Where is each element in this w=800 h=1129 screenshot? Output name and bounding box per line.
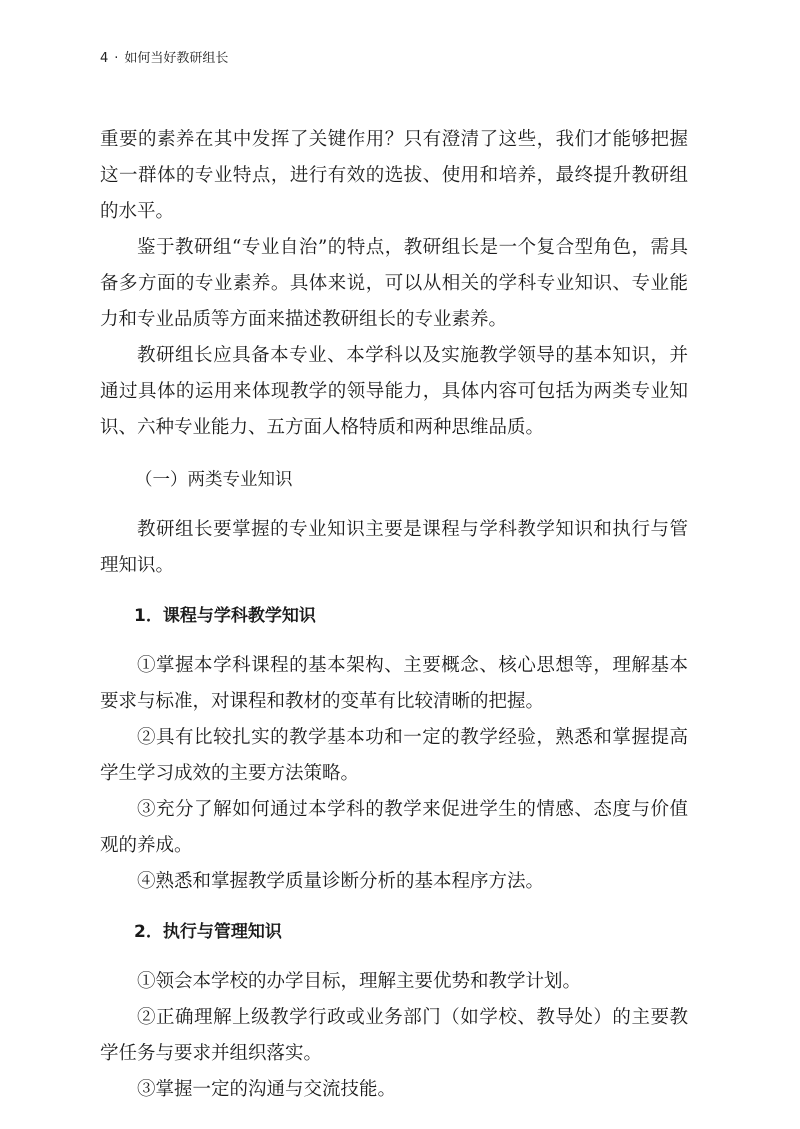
subsection-heading: 1．课程与学科教学知识 <box>134 606 316 626</box>
paragraph-continued: 重要的素养在其中发挥了关键作用？只有澄清了这些，我们才能够把握这一群体的专业特点，进行有效的选拔、使用和培养，最终提升教研组的水平。 <box>100 129 688 222</box>
list-item: ①领会本学校的办学目标，理解主要优势和教学计划。 <box>137 971 582 992</box>
page-body <box>100 122 688 1108</box>
running-head <box>100 50 228 68</box>
paragraph: 教研组长应具备本专业、本学科以及实施教学领导的基本知识，并通过具体的运用来体现教学的领导能力，具体内容可包括为两类专业知识、六种专业能力、五方面人格特质和两种思维品质。 <box>100 345 688 438</box>
list-item: ②具有比较扎实的教学基本功和一定的教学经验，熟悉和掌握提高学生学习成效的主要方法策略。 <box>100 727 688 784</box>
list-item: ①掌握本学科课程的基本架构、主要概念、核心思想等，理解基本要求与标准，对课程和教材的变革有比较清晰的把握。 <box>100 655 688 712</box>
paragraph: 鉴于教研组“专业自治”的特点，教研组长是一个复合型角色，需具备多方面的专业素养。具体来说，可以从相关的学科专业知识、专业能力和专业品质等方面来描述教研组长的专业素养。 <box>100 237 688 330</box>
section-intro: 教研组长要掌握的专业知识主要是课程与学科教学知识和执行与管理知识。 <box>100 519 688 576</box>
list-item: ④熟悉和掌握教学质量诊断分析的基本程序方法。 <box>137 871 545 892</box>
list-item: ③充分了解如何通过本学科的教学来促进学生的情感、态度与价值观的养成。 <box>100 799 688 856</box>
book-title: 如何当好教研组长 <box>124 51 229 66</box>
page-number: 4 <box>100 51 109 66</box>
subsection-heading: 2．执行与管理知识 <box>134 922 282 942</box>
list-item: ③掌握一定的沟通与交流技能。 <box>137 1079 397 1100</box>
list-item: ②正确理解上级教学行政或业务部门（如学校、教导处）的主要教学任务与要求并组织落实。 <box>100 1007 688 1064</box>
section-heading: （一）两类专业知识 <box>135 470 293 490</box>
header-separator: · <box>114 51 119 66</box>
